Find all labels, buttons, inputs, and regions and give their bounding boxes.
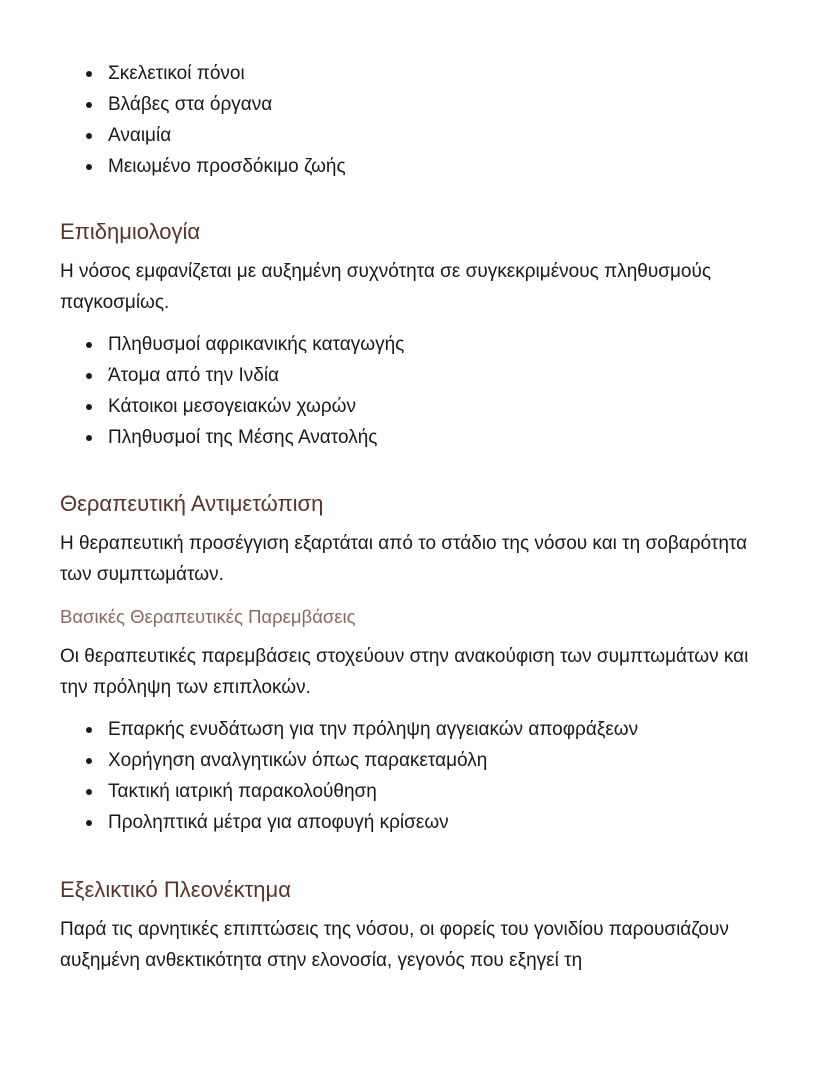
epidemiology-list bbox=[60, 329, 780, 453]
evolution-heading: Εξελικτικό Πλεονέκτημα bbox=[60, 877, 291, 902]
symptoms-list bbox=[60, 58, 780, 182]
document-page bbox=[60, 58, 780, 976]
list-item: Πληθυσμοί της Μέσης Ανατολής bbox=[108, 422, 780, 453]
list-item: Βλάβες στα όργανα bbox=[108, 89, 780, 120]
list-item: Κάτοικοι μεσογειακών χωρών bbox=[108, 391, 780, 422]
treatment-list bbox=[60, 714, 780, 838]
list-item: Χορήγηση αναλγητικών όπως παρακεταμόλη bbox=[108, 745, 780, 776]
epidemiology-heading: Επιδημιολογία bbox=[60, 219, 201, 244]
list-item: Τακτική ιατρική παρακολούθηση bbox=[108, 776, 780, 807]
list-item: Σκελετικοί πόνοι bbox=[108, 58, 780, 89]
list-item: Μειωμένο προσδόκιμο ζωής bbox=[108, 151, 780, 182]
treatment-heading: Θεραπευτική Αντιμετώπιση bbox=[60, 491, 324, 516]
evolution-paragraph: Παρά τις αρνητικές επιπτώσεις της νόσου, οι φορείς του γονιδίου παρουσιάζουν αυξημένη ανθεκτικότητα στην ελονοσία, γεγονός που εξηγεί τη bbox=[60, 919, 729, 971]
list-item: Πληθυσμοί αφρικανικής καταγωγής bbox=[108, 329, 780, 360]
list-item: Αναιμία bbox=[108, 120, 780, 151]
treatment-subheading: Βασικές Θεραπευτικές Παρεμβάσεις bbox=[60, 606, 356, 627]
treatment-subparagraph: Οι θεραπευτικές παρεμβάσεις στοχεύουν στην ανακούφιση των συμπτωμάτων και την πρόληψη των επιπλοκών. bbox=[60, 646, 749, 698]
list-item: Άτομα από την Ινδία bbox=[108, 360, 780, 391]
treatment-paragraph: Η θεραπευτική προσέγγιση εξαρτάται από το στάδιο της νόσου και τη σοβαρότητα των συμπτωμάτων. bbox=[60, 533, 748, 585]
list-item: Προληπτικά μέτρα για αποφυγή κρίσεων bbox=[108, 807, 780, 838]
epidemiology-paragraph: Η νόσος εμφανίζεται με αυξημένη συχνότητα σε συγκεκριμένους πληθυσμούς παγκοσμίως. bbox=[60, 261, 712, 313]
list-item: Επαρκής ενυδάτωση για την πρόληψη αγγειακών αποφράξεων bbox=[108, 714, 780, 745]
